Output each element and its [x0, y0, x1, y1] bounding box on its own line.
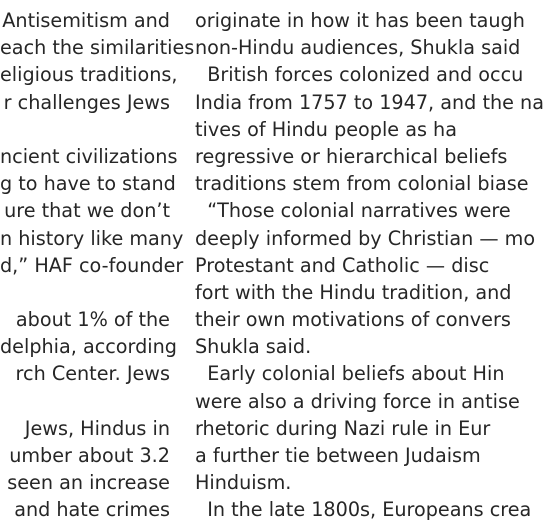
text-line: and hate crimes — [14, 498, 170, 522]
text-line: tives of Hindu people as ha — [195, 117, 457, 141]
text-line: non-Hindu audiences, Shukla said — [195, 36, 521, 60]
text-line: their own motivations of convers — [195, 308, 511, 332]
text-line: delphia, according — [0, 335, 177, 359]
text-line: ncient civilizations — [0, 144, 178, 168]
text-line: umber about 3.2 — [9, 444, 170, 467]
text-line: g to have to stand — [0, 172, 176, 196]
right-text-column — [195, 7, 544, 524]
text-line: were also a driving force in antise — [195, 389, 520, 413]
text-line: ure that we don’t — [4, 199, 170, 223]
text-line: rhetoric during Nazi rule in Eur — [195, 416, 491, 440]
text-line: deeply informed by Christian — mo — [195, 226, 536, 250]
text-line: Hinduism. — [195, 471, 292, 495]
text-line — [0, 279, 170, 306]
text-line — [0, 388, 170, 415]
text-line: fort with the Hindu tradition, and — [195, 280, 512, 304]
paragraph-start-line: “Those colonial narratives were — [195, 199, 511, 223]
text-line: Antisemitism and — [2, 9, 170, 32]
text-line: seen an increase — [7, 471, 170, 495]
text-line: r challenges Jews — [3, 90, 170, 114]
paragraph-start-line: Early colonial beliefs about Hin — [195, 362, 505, 386]
text-line: Shukla said. — [195, 335, 312, 359]
text-line: about 1% of the — [15, 308, 170, 332]
text-line: Jews, Hindus in — [24, 416, 170, 440]
paragraph-start-line: In the late 1800s, Europeans crea — [195, 498, 532, 522]
left-text-column — [0, 7, 195, 524]
text-line: rch Center. Jews — [15, 362, 170, 386]
text-line: a further tie between Judaism — [195, 444, 481, 467]
text-line: n history like many — [0, 226, 184, 250]
text-line: d,” HAF co-founder — [0, 253, 184, 277]
text-line: Protestant and Catholic — disc — [195, 253, 490, 277]
text-line: regressive or hierarchical beliefs — [195, 144, 508, 168]
text-line: traditions stem from colonial biase — [195, 172, 529, 196]
text-line — [0, 116, 170, 143]
text-line: eligious traditions, — [0, 63, 178, 87]
text-line: each the similarities — [0, 36, 195, 60]
text-line: India from 1757 to 1947, and the na — [195, 90, 544, 114]
paragraph-start-line: British forces colonized and occu — [195, 63, 524, 87]
text-line: originate in how it has been taugh — [195, 9, 525, 32]
